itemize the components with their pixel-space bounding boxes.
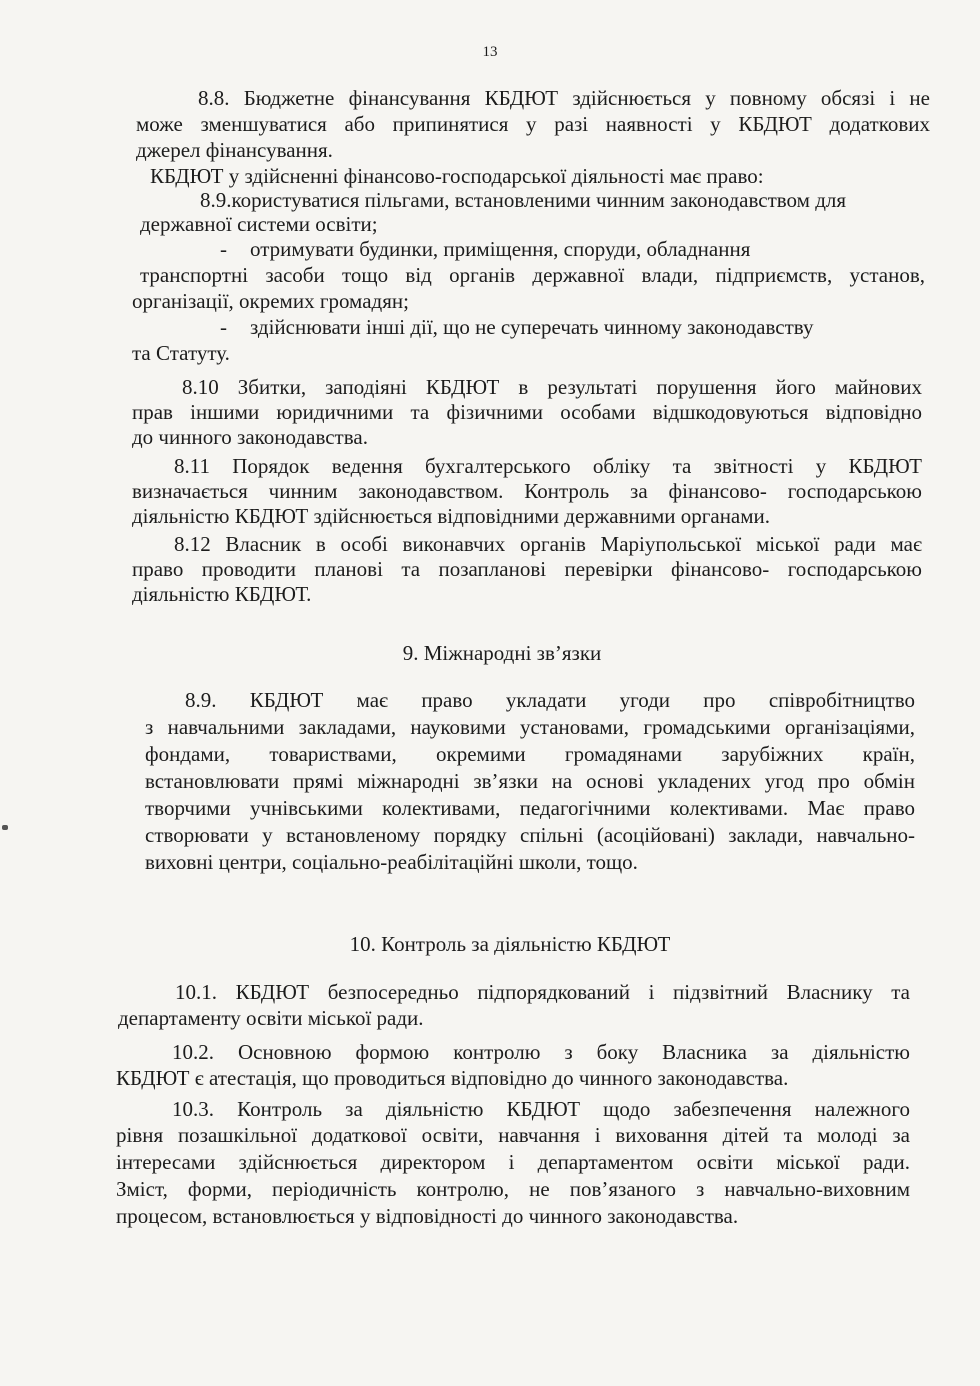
text-line: з навчальними закладами, науковими установами, громадськими організаціями,	[145, 715, 915, 739]
text-line: КБДЮТ у здійсненні фінансово-господарської діяльності має право:	[150, 164, 764, 188]
text-line: джерел фінансування.	[136, 138, 333, 162]
text-line: інтересами здійснюється директором і департаментом освіти міської ради.	[116, 1150, 910, 1174]
section-heading: 9. Міжнародні зв’язки	[402, 641, 602, 665]
text-line: встановлювати прямі міжнародні зв’язки на основі укладених угод про обмін	[145, 769, 915, 793]
text-line: 8.8. Бюджетне фінансування КБДЮТ здійснюється у повному обсязі і не	[198, 86, 930, 110]
list-item-text: отримувати будинки, приміщення, споруди, обладнання	[250, 237, 751, 261]
text-line: діяльністю КБДЮТ здійснюється відповідними державними органами.	[132, 504, 771, 528]
text-line: Зміст, форми, періодичність контролю, не пов’язаного з навчально-виховним	[116, 1177, 910, 1201]
text-line: діяльністю КБДЮТ.	[132, 582, 312, 606]
text-line: державної системи освіти;	[140, 212, 378, 236]
text-line: 10.3. Контроль за діяльністю КБДЮТ щодо забезпечення належного	[172, 1097, 910, 1121]
text-line: прав іншими юридичними та фізичними особами відшкодовуються відповідно	[132, 400, 922, 424]
text-line: КБДЮТ є атестація, що проводиться відповідно до чинного законодавства.	[116, 1066, 789, 1090]
text-line: 8.12 Власник в особі виконавчих органів Маріупольської міської ради має	[174, 532, 922, 556]
text-line: може зменшуватися або припинятися у разі наявності у КБДЮТ додаткових	[136, 112, 930, 136]
text-line: творчими учнівськими колективами, педагогічними колективами. Має право	[145, 796, 915, 820]
list-bullet: -	[220, 315, 227, 339]
text-line: визначається чинним законодавством. Контроль за фінансово- господарською	[132, 479, 922, 503]
text-line: процесом, встановлюється у відповідності до чинного законодавства.	[116, 1204, 739, 1228]
text-line: 10.2. Основною формою контролю з боку Власника за діяльністю	[172, 1040, 910, 1064]
page-number: 13	[482, 44, 498, 60]
text-line: 10.1. КБДЮТ безпосередньо підпорядкований і підзвітний Власнику та	[175, 980, 910, 1004]
text-line: створювати у встановленому порядку спільні (асоційовані) заклади, навчально-	[145, 823, 915, 847]
text-line: виховні центри, соціально-реабілітаційні школи, тощо.	[145, 850, 638, 874]
text-line: рівня позашкільної додаткової освіти, навчання і виховання дітей та молоді за	[116, 1123, 910, 1147]
text-line: 8.9.користуватися пільгами, встановленими чинним законодавством для	[200, 188, 847, 212]
list-item	[220, 315, 813, 339]
list-item	[220, 237, 750, 261]
list-item-text: здійснювати інші дії, що не суперечать чинному законодавству	[250, 315, 814, 339]
scan-edge-mark	[2, 825, 8, 830]
text-line: департаменту освіти міської ради.	[118, 1006, 424, 1030]
text-line: транспортні засоби тощо від органів державної влади, підприємств, установ,	[140, 263, 925, 287]
list-bullet: -	[220, 237, 227, 261]
text-line: організації, окремих громадян;	[132, 289, 409, 313]
text-line: 8.10 Збитки, заподіяні КБДЮТ в результаті порушення його майнових	[182, 375, 922, 399]
text-line: 8.11 Порядок ведення бухгалтерського обліку та звітності у КБДЮТ	[174, 454, 922, 478]
section-heading: 10. Контроль за діяльністю КБДЮТ	[349, 932, 671, 956]
text-line: фондами, товариствами, окремими громадянами зарубіжних країн,	[145, 742, 915, 766]
text-line: 8.9. КБДЮТ має право укладати угоди про співробітництво	[185, 688, 915, 712]
text-line: право проводити планові та позапланові перевірки фінансово- господарською	[132, 557, 922, 581]
text-line: та Статуту.	[132, 341, 230, 365]
text-line: до чинного законодавства.	[132, 425, 368, 449]
